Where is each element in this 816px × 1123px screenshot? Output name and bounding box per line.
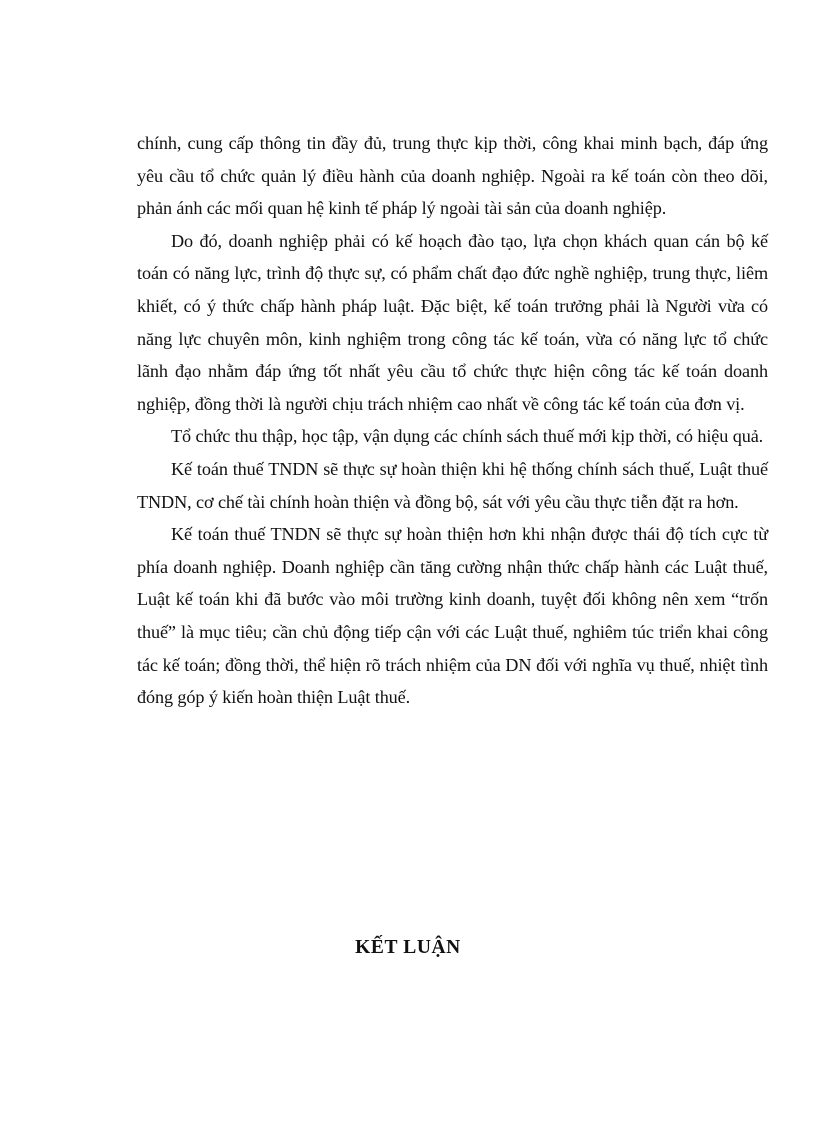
conclusion-heading: KẾT LUẬN [355, 937, 461, 958]
paragraph-tax-policy-study: Tổ chức thu thập, học tập, vận dụng các chính sách thuế mới kịp thời, có hiệu quả. [171, 426, 764, 447]
paragraph-tax-system-improvement: Kế toán thuế TNDN sẽ thực sự hoàn thiện khi hệ thống chính sách thuế, Luật thuế TNDN, cơ chế tài chính hoàn thiện và đồng bộ, sát với yêu cầu thực tiễn đặt ra hơn. [137, 458, 768, 512]
body-text [137, 127, 768, 714]
paragraph-enterprise-attitude: Kế toán thuế TNDN sẽ thực sự hoàn thiện hơn khi nhận được thái độ tích cực từ phía doanh nghiệp. Doanh nghiệp cần tăng cường nhận thức chấp hành các Luật thuế, Luật kế toán khi đã bước vào môi trường kinh doanh, tuyệt đối không nên xem “trốn thuế” là mục tiêu; cần chủ động tiếp cận với các Luật thuế, nghiêm túc triển khai công tác kế toán; đồng thời, thể hiện rõ trách nhiệm của DN đối với nghĩa vụ thuế, nhiệt tình đóng góp ý kiến hoàn thiện Luật thuế. [137, 524, 768, 708]
paragraph-accountant-training: Do đó, doanh nghiệp phải có kế hoạch đào tạo, lựa chọn khách quan cán bộ kế toán có năng lực, trình độ thực sự, có phẩm chất đạo đức nghề nghiệp, trung thực, liêm khiết, có ý thức chấp hành pháp luật. Đặc biệt, kế toán trưởng phải là Người vừa có năng lực chuyên môn, kinh nghiệm trong công tác kế toán, vừa có năng lực tổ chức lãnh đạo nhằm đáp ứng tốt nhất yêu cầu tổ chức thực hiện công tác kế toán doanh nghiệp, đồng thời là người chịu trách nhiệm cao nhất về công tác kế toán của đơn vị. [137, 230, 768, 414]
paragraph-continuation: chính, cung cấp thông tin đầy đủ, trung thực kịp thời, công khai minh bạch, đáp ứng yêu cầu tổ chức quản lý điều hành của doanh nghiệp. Ngoài ra kế toán còn theo dõi, phản ánh các mối quan hệ kinh tế pháp lý ngoài tài sản của doanh nghiệp. [137, 133, 768, 219]
